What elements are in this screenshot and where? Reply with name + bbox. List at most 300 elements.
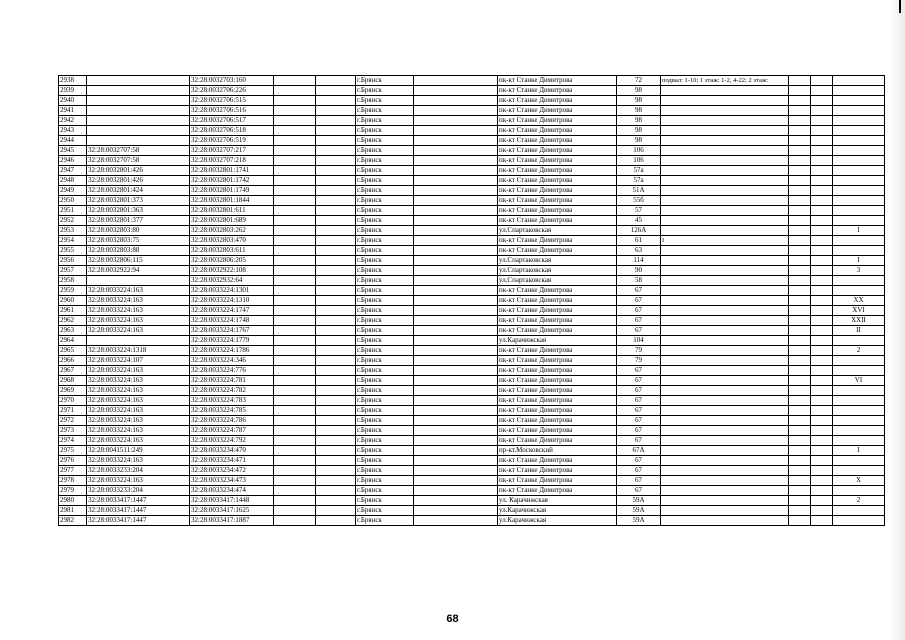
cell-old-cadastral — [87, 86, 190, 96]
cell-house: 57а — [617, 166, 661, 176]
cell-street: пк-кт Станке Димитрова — [498, 286, 617, 296]
cell-house: 67 — [617, 426, 661, 436]
cell-blank-d — [789, 206, 811, 216]
cell-city: г.Брянск — [356, 516, 414, 526]
cell-note — [661, 256, 789, 266]
cell-old-cadastral — [87, 76, 190, 86]
cell-note — [661, 176, 789, 186]
cell-roman — [833, 156, 885, 166]
cell-city: г.Брянск — [356, 376, 414, 386]
cell-street: пк-кт Станке Димитрова — [498, 96, 617, 106]
cell-street: ул.Спартаковская — [498, 266, 617, 276]
cell-no: 2976 — [59, 456, 87, 466]
cell-blank-b — [316, 356, 356, 366]
cell-roman — [833, 186, 885, 196]
cell-city: г.Брянск — [356, 466, 414, 476]
cell-old-cadastral: 32:28:0032801:426 — [87, 166, 190, 176]
cell-blank-e — [811, 356, 833, 366]
cell-roman: X — [833, 476, 885, 486]
cell-cadastral: 32:28:0033224:1748 — [190, 316, 274, 326]
cell-blank-b — [316, 386, 356, 396]
cell-blank-e — [811, 106, 833, 116]
cell-blank-b — [316, 496, 356, 506]
cell-house: 67 — [617, 286, 661, 296]
cell-blank-a — [274, 486, 316, 496]
cell-roman — [833, 416, 885, 426]
cell-note — [661, 296, 789, 306]
cell-house: 98 — [617, 86, 661, 96]
cell-blank-a — [274, 136, 316, 146]
cell-cadastral: 32:28:0032801:1741 — [190, 166, 274, 176]
cell-blank-e — [811, 486, 833, 496]
cell-house: 106 — [617, 146, 661, 156]
cell-blank-c — [414, 276, 498, 286]
cell-blank-d — [789, 466, 811, 476]
cell-cadastral: 32:28:0032801:1844 — [190, 196, 274, 206]
cell-city: г.Брянск — [356, 336, 414, 346]
cell-old-cadastral: 32:28:0032801:373 — [87, 196, 190, 206]
table-row — [59, 206, 885, 216]
cell-cadastral: 32:28:0033224:787 — [190, 426, 274, 436]
cell-cadastral: 32:28:0032703:160 — [190, 76, 274, 86]
cell-old-cadastral: 32:28:0033224:163 — [87, 316, 190, 326]
cell-roman — [833, 146, 885, 156]
cell-blank-a — [274, 186, 316, 196]
cell-blank-c — [414, 196, 498, 206]
cell-city: г.Брянск — [356, 206, 414, 216]
cell-roman: VI — [833, 376, 885, 386]
cell-no: 2944 — [59, 136, 87, 146]
cell-blank-c — [414, 176, 498, 186]
cell-old-cadastral — [87, 106, 190, 116]
cell-roman — [833, 516, 885, 526]
cell-city: г.Брянск — [356, 366, 414, 376]
cell-cadastral: 32:28:0033224:1310 — [190, 296, 274, 306]
cell-no: 2967 — [59, 366, 87, 376]
cell-blank-e — [811, 506, 833, 516]
cell-blank-c — [414, 476, 498, 486]
cell-blank-d — [789, 326, 811, 336]
table-row — [59, 416, 885, 426]
cell-blank-b — [316, 276, 356, 286]
cell-blank-d — [789, 346, 811, 356]
cell-blank-d — [789, 146, 811, 156]
cell-blank-d — [789, 356, 811, 366]
cell-street: пк-кт Станке Димитрова — [498, 426, 617, 436]
cell-blank-e — [811, 76, 833, 86]
cell-city: г.Брянск — [356, 446, 414, 456]
cell-house: 67 — [617, 406, 661, 416]
cell-note — [661, 456, 789, 466]
cell-blank-a — [274, 496, 316, 506]
cell-roman — [833, 396, 885, 406]
cell-blank-c — [414, 246, 498, 256]
cell-blank-a — [274, 306, 316, 316]
cell-no: 2941 — [59, 106, 87, 116]
cell-blank-d — [789, 176, 811, 186]
cell-note — [661, 276, 789, 286]
cell-blank-e — [811, 406, 833, 416]
cell-no: 2971 — [59, 406, 87, 416]
cell-street: пк-кт Станке Димитрова — [498, 406, 617, 416]
cell-blank-a — [274, 456, 316, 466]
cell-blank-c — [414, 416, 498, 426]
cell-house: 79 — [617, 346, 661, 356]
cell-blank-e — [811, 146, 833, 156]
cell-house: 67 — [617, 436, 661, 446]
cell-cadastral: 32:28:0032801:1749 — [190, 186, 274, 196]
cell-blank-b — [316, 106, 356, 116]
cell-blank-d — [789, 436, 811, 446]
cell-blank-e — [811, 476, 833, 486]
cell-no: 2949 — [59, 186, 87, 196]
cell-blank-b — [316, 446, 356, 456]
cell-blank-e — [811, 86, 833, 96]
cell-cadastral: 32:28:0032803:611 — [190, 246, 274, 256]
table-row — [59, 136, 885, 146]
cell-cadastral: 32:28:0033224:783 — [190, 396, 274, 406]
cell-no: 2961 — [59, 306, 87, 316]
cell-blank-e — [811, 296, 833, 306]
table-row — [59, 506, 885, 516]
cell-house: 59А — [617, 506, 661, 516]
cell-cadastral: 32:28:0033224:1779 — [190, 336, 274, 346]
cell-no: 2966 — [59, 356, 87, 366]
cell-note: I — [661, 236, 789, 246]
cell-house: 98 — [617, 136, 661, 146]
cell-blank-b — [316, 326, 356, 336]
cell-blank-c — [414, 126, 498, 136]
table-row — [59, 146, 885, 156]
cell-street: пк-кт Станке Димитрова — [498, 196, 617, 206]
cell-blank-e — [811, 496, 833, 506]
cell-note — [661, 446, 789, 456]
cell-no: 2942 — [59, 116, 87, 126]
cell-blank-c — [414, 326, 498, 336]
cell-old-cadastral: 32:28:0033233:204 — [87, 466, 190, 476]
cell-cadastral: 32:28:0033224:1747 — [190, 306, 274, 316]
cell-blank-b — [316, 186, 356, 196]
cell-no: 2955 — [59, 246, 87, 256]
cell-street: ул.Спартаковская — [498, 226, 617, 236]
cell-no: 2945 — [59, 146, 87, 156]
cell-blank-e — [811, 166, 833, 176]
cell-note — [661, 516, 789, 526]
cell-blank-b — [316, 96, 356, 106]
cell-street: пк-кт Станке Димитрова — [498, 236, 617, 246]
cell-blank-a — [274, 396, 316, 406]
cell-house: 58 — [617, 276, 661, 286]
cell-cadastral: 32:28:0032706:517 — [190, 116, 274, 126]
cell-cadastral: 32:28:0033224:785 — [190, 406, 274, 416]
cell-roman — [833, 206, 885, 216]
cell-blank-c — [414, 166, 498, 176]
cell-blank-d — [789, 246, 811, 256]
cell-blank-d — [789, 226, 811, 236]
cell-street: пк-кт Станке Димитрова — [498, 356, 617, 366]
cell-old-cadastral: 32:28:0041511:249 — [87, 446, 190, 456]
cell-house: 67 — [617, 486, 661, 496]
table-row — [59, 276, 885, 286]
cell-blank-e — [811, 206, 833, 216]
cell-blank-a — [274, 466, 316, 476]
cell-blank-e — [811, 266, 833, 276]
cell-cadastral: 32:28:0033417:1625 — [190, 506, 274, 516]
cell-blank-d — [789, 406, 811, 416]
cell-no: 2963 — [59, 326, 87, 336]
cell-blank-d — [789, 156, 811, 166]
cell-street: пк-кт Станке Димитрова — [498, 326, 617, 336]
cell-house: 67 — [617, 326, 661, 336]
table-row — [59, 476, 885, 486]
cell-blank-d — [789, 76, 811, 86]
cell-blank-c — [414, 76, 498, 86]
cell-house: 126А — [617, 226, 661, 236]
cell-blank-c — [414, 256, 498, 266]
cell-blank-b — [316, 196, 356, 206]
cell-old-cadastral: 32:28:0032801:377 — [87, 216, 190, 226]
cell-blank-c — [414, 406, 498, 416]
cell-blank-d — [789, 486, 811, 496]
cell-blank-b — [316, 216, 356, 226]
cell-blank-a — [274, 226, 316, 236]
cell-blank-a — [274, 336, 316, 346]
cell-blank-a — [274, 146, 316, 156]
cell-blank-a — [274, 446, 316, 456]
cell-no: 2953 — [59, 226, 87, 236]
cell-blank-d — [789, 476, 811, 486]
table-row — [59, 316, 885, 326]
cell-note — [661, 196, 789, 206]
cell-blank-a — [274, 476, 316, 486]
cell-blank-c — [414, 346, 498, 356]
cell-street: ул.Спартаковская — [498, 276, 617, 286]
cell-note — [661, 336, 789, 346]
cell-no: 2951 — [59, 206, 87, 216]
cell-blank-c — [414, 146, 498, 156]
table-row — [59, 156, 885, 166]
table-row — [59, 386, 885, 396]
table-row — [59, 326, 885, 336]
cell-house: 67 — [617, 296, 661, 306]
cell-blank-e — [811, 426, 833, 436]
cell-city: г.Брянск — [356, 296, 414, 306]
cell-blank-e — [811, 346, 833, 356]
cell-old-cadastral: 32:28:0033224:163 — [87, 456, 190, 466]
table-row — [59, 286, 885, 296]
register-table — [58, 75, 885, 526]
cell-blank-a — [274, 206, 316, 216]
cell-house: 67 — [617, 316, 661, 326]
table-row — [59, 76, 885, 86]
cell-blank-e — [811, 286, 833, 296]
cell-city: г.Брянск — [356, 306, 414, 316]
cell-street: ул. Карачижская — [498, 496, 617, 506]
cell-city: г.Брянск — [356, 276, 414, 286]
cell-old-cadastral: 32:28:0033224:163 — [87, 286, 190, 296]
cell-blank-a — [274, 516, 316, 526]
cell-blank-a — [274, 116, 316, 126]
cell-cadastral: 32:28:0033234:474 — [190, 486, 274, 496]
cell-city: г.Брянск — [356, 476, 414, 486]
cell-blank-a — [274, 86, 316, 96]
cell-blank-c — [414, 396, 498, 406]
cell-blank-a — [274, 286, 316, 296]
cell-blank-a — [274, 196, 316, 206]
cell-note — [661, 146, 789, 156]
cell-cadastral: 32:28:0032922:108 — [190, 266, 274, 276]
cell-street: пк-кт Станке Димитрова — [498, 486, 617, 496]
cell-blank-b — [316, 486, 356, 496]
table-row — [59, 126, 885, 136]
cell-old-cadastral: 32:28:0033224:163 — [87, 306, 190, 316]
cell-blank-c — [414, 316, 498, 326]
cell-blank-c — [414, 96, 498, 106]
cell-blank-a — [274, 356, 316, 366]
cell-roman: XVI — [833, 306, 885, 316]
cell-blank-d — [789, 396, 811, 406]
cell-blank-d — [789, 316, 811, 326]
cell-blank-c — [414, 156, 498, 166]
cell-blank-b — [316, 116, 356, 126]
cell-roman — [833, 406, 885, 416]
cell-no: 2964 — [59, 336, 87, 346]
cell-blank-d — [789, 86, 811, 96]
cell-house: 114 — [617, 256, 661, 266]
cell-blank-c — [414, 456, 498, 466]
cell-blank-e — [811, 436, 833, 446]
cell-blank-a — [274, 426, 316, 436]
cell-blank-a — [274, 96, 316, 106]
cell-no: 2940 — [59, 96, 87, 106]
cell-no: 2980 — [59, 496, 87, 506]
cell-blank-e — [811, 326, 833, 336]
cell-city: г.Брянск — [356, 266, 414, 276]
cell-blank-c — [414, 226, 498, 236]
cell-roman — [833, 286, 885, 296]
cell-note — [661, 306, 789, 316]
cell-roman: I — [833, 256, 885, 266]
cell-blank-b — [316, 136, 356, 146]
cell-street: ул.Карачижская — [498, 336, 617, 346]
cell-note — [661, 466, 789, 476]
cell-note — [661, 436, 789, 446]
cell-blank-e — [811, 246, 833, 256]
cell-no: 2973 — [59, 426, 87, 436]
cell-old-cadastral: 32:28:0032803:75 — [87, 236, 190, 246]
cell-cadastral: 32:28:0032803:470 — [190, 236, 274, 246]
cell-blank-d — [789, 506, 811, 516]
cell-roman — [833, 106, 885, 116]
cell-no: 2978 — [59, 476, 87, 486]
cell-roman: 3 — [833, 266, 885, 276]
cell-old-cadastral — [87, 116, 190, 126]
cell-old-cadastral: 32:28:0033417:1447 — [87, 506, 190, 516]
cell-street: пк-кт Станке Димитрова — [498, 416, 617, 426]
cell-city: г.Брянск — [356, 186, 414, 196]
cell-city: г.Брянск — [356, 156, 414, 166]
cell-blank-a — [274, 376, 316, 386]
cell-street: пк-кт Станке Димитрова — [498, 106, 617, 116]
cell-city: г.Брянск — [356, 456, 414, 466]
cell-city: г.Брянск — [356, 286, 414, 296]
cell-roman — [833, 166, 885, 176]
cell-no: 2948 — [59, 176, 87, 186]
cell-blank-c — [414, 386, 498, 396]
cell-cadastral: 32:28:0033234:472 — [190, 466, 274, 476]
cell-no: 2938 — [59, 76, 87, 86]
table-row — [59, 166, 885, 176]
cell-house: 59А — [617, 516, 661, 526]
cell-house: 67 — [617, 306, 661, 316]
cell-blank-a — [274, 266, 316, 276]
cell-blank-a — [274, 126, 316, 136]
cell-roman — [833, 506, 885, 516]
cell-blank-b — [316, 406, 356, 416]
cell-note — [661, 96, 789, 106]
cell-blank-b — [316, 236, 356, 246]
cell-house: 67 — [617, 416, 661, 426]
cell-blank-a — [274, 406, 316, 416]
cell-roman — [833, 246, 885, 256]
cell-house: 59А — [617, 496, 661, 506]
scan-edge-shadow — [888, 0, 905, 640]
cell-note — [661, 476, 789, 486]
cell-no: 2977 — [59, 466, 87, 476]
cell-blank-a — [274, 176, 316, 186]
table-row — [59, 296, 885, 306]
cell-blank-c — [414, 366, 498, 376]
cell-note — [661, 86, 789, 96]
table-row — [59, 436, 885, 446]
table-row — [59, 216, 885, 226]
cell-note — [661, 486, 789, 496]
cell-house: 55б — [617, 196, 661, 206]
cell-city: г.Брянск — [356, 76, 414, 86]
cell-cadastral: 32:28:0032801:689 — [190, 216, 274, 226]
cell-street: пк-кт Станке Димитрова — [498, 206, 617, 216]
cell-house: 57а — [617, 176, 661, 186]
cell-blank-e — [811, 226, 833, 236]
cell-old-cadastral: 32:28:0033224:163 — [87, 366, 190, 376]
cell-blank-a — [274, 386, 316, 396]
cell-city: г.Брянск — [356, 196, 414, 206]
cell-blank-b — [316, 336, 356, 346]
table-row — [59, 336, 885, 346]
cell-city: г.Брянск — [356, 86, 414, 96]
cell-cadastral: 32:28:0032706:515 — [190, 96, 274, 106]
cell-street: пк-кт Станке Димитрова — [498, 296, 617, 306]
cell-blank-d — [789, 186, 811, 196]
cell-note — [661, 266, 789, 276]
cell-note — [661, 366, 789, 376]
cell-cadastral: 32:28:0033224:1786 — [190, 346, 274, 356]
cell-blank-a — [274, 346, 316, 356]
cell-blank-b — [316, 316, 356, 326]
cell-street: пк-кт Станке Димитрова — [498, 146, 617, 156]
cell-blank-c — [414, 106, 498, 116]
cell-no: 2954 — [59, 236, 87, 246]
cell-house: 72 — [617, 76, 661, 86]
cell-cadastral: 32:28:0032706:516 — [190, 106, 274, 116]
table-row — [59, 86, 885, 96]
cell-house: 98 — [617, 116, 661, 126]
cell-blank-c — [414, 116, 498, 126]
cell-cadastral: 32:28:0033224:786 — [190, 416, 274, 426]
cell-note — [661, 316, 789, 326]
cell-blank-a — [274, 256, 316, 266]
cell-city: г.Брянск — [356, 106, 414, 116]
